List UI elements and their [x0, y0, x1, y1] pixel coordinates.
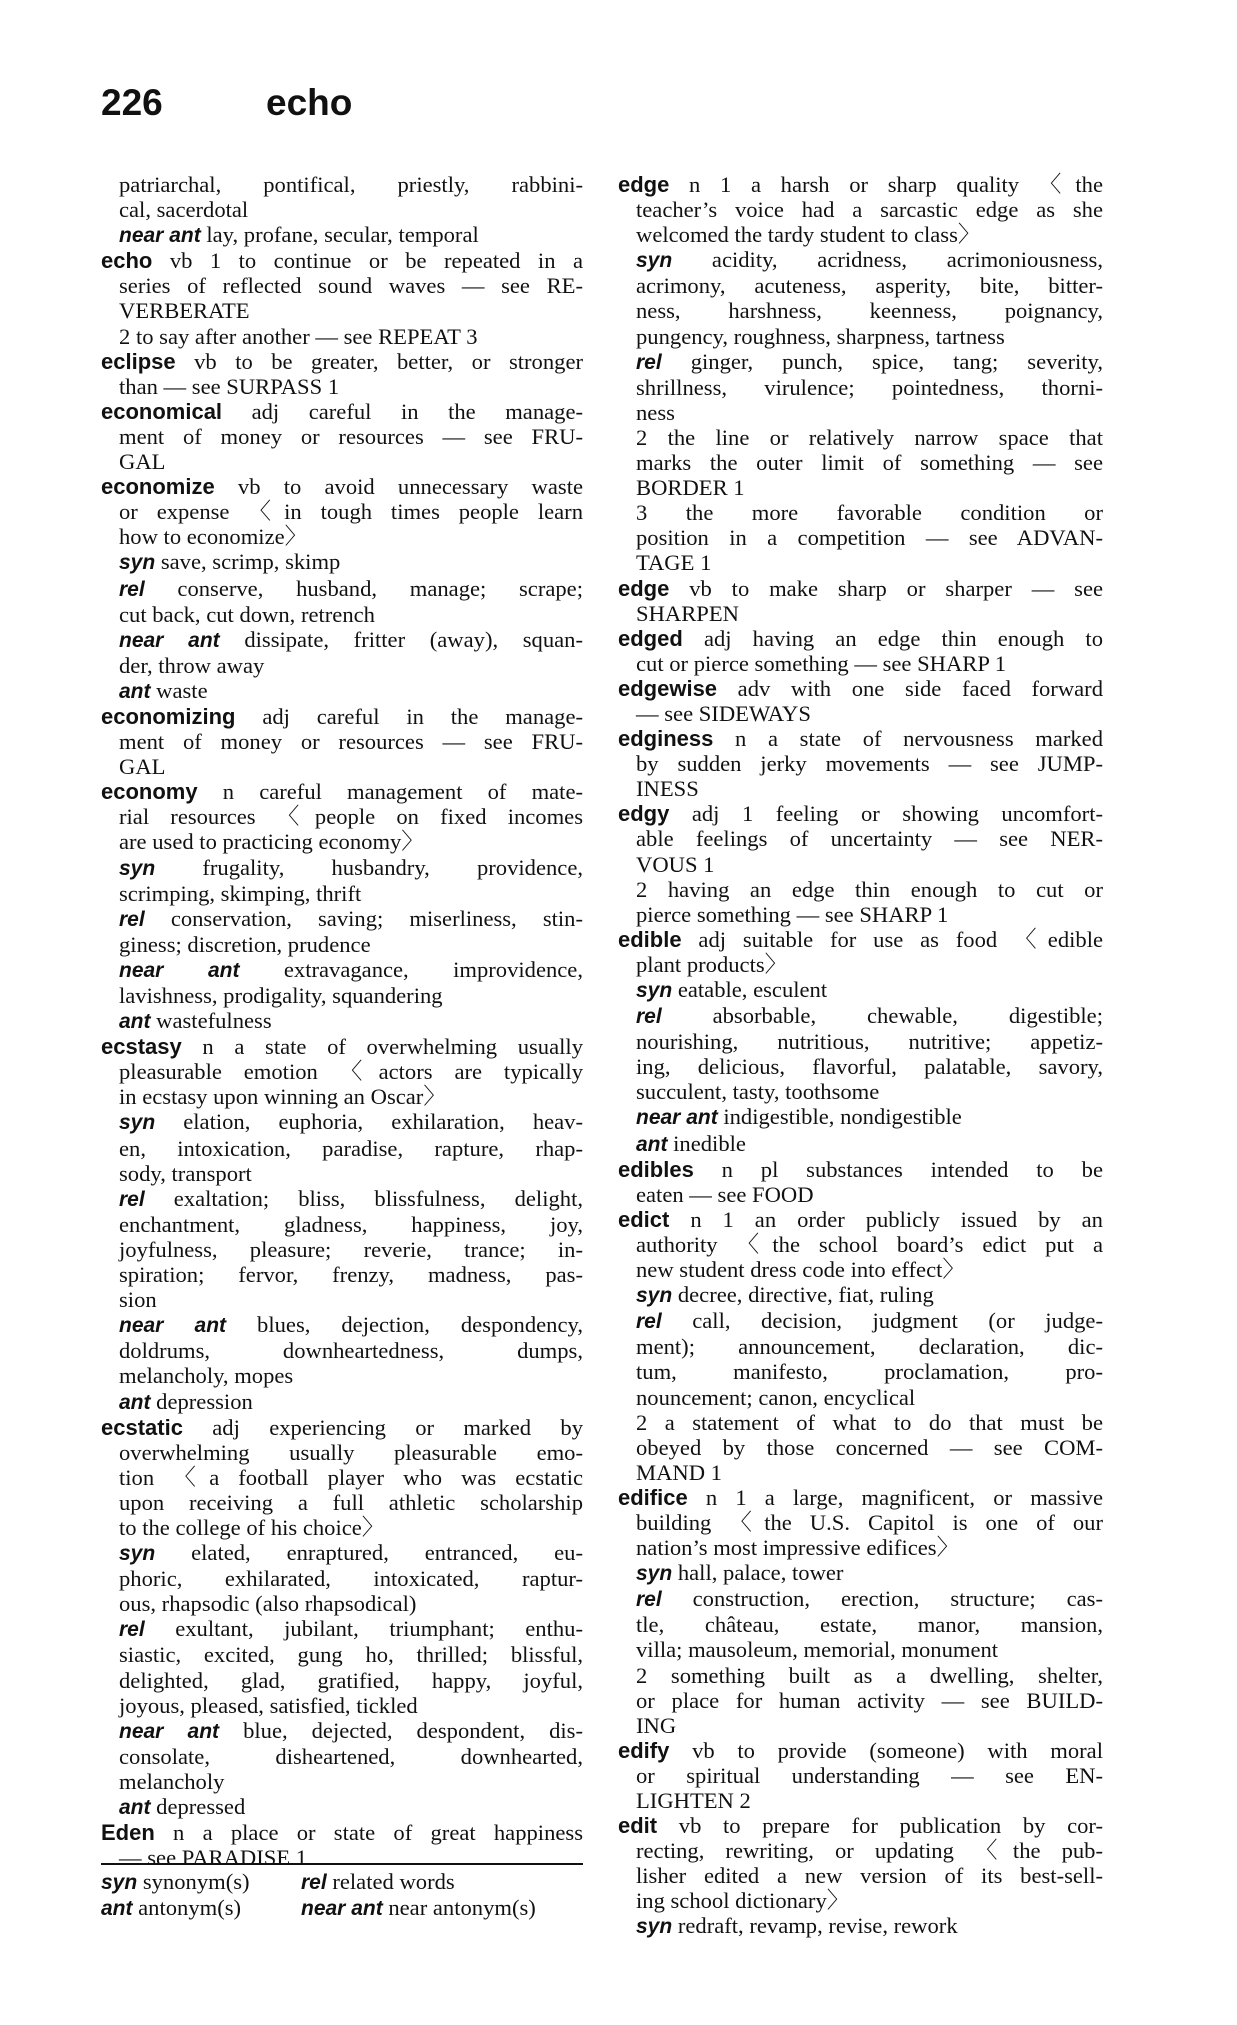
usage-label: syn — [119, 856, 156, 880]
word-list: depressed — [156, 1794, 246, 1819]
usage-label-line — [101, 855, 583, 881]
entry-text-line: how to economize〉 — [119, 524, 308, 550]
right-column — [618, 172, 1103, 1940]
word-list: ginger, punch, spice, tang; severity, — [690, 348, 1103, 374]
entry-text-line: sody, transport — [119, 1160, 252, 1186]
usage-label: rel — [636, 1005, 662, 1029]
entry-text-line: eaten — see FOOD — [636, 1181, 814, 1207]
headword: edibles — [618, 1156, 694, 1182]
entry-text-line: 2 something built as a dwelling, shelter, — [636, 1662, 1103, 1688]
word-list: absorbable, chewable, digestible; — [712, 1003, 1103, 1029]
entry-text-line: ness — [636, 399, 675, 425]
definition-text: n 1 a harsh or sharp quality 〈the — [689, 172, 1103, 197]
usage-label: near ant — [119, 224, 201, 248]
usage-label-line — [101, 957, 583, 983]
entry-text-line: 3 the more favorable condition or — [636, 500, 1103, 526]
headword: edifice — [618, 1484, 688, 1510]
usage-label: ant — [119, 679, 151, 703]
usage-label: syn — [636, 1562, 673, 1586]
word-list: frugality, husbandry, providence, — [202, 854, 583, 880]
definition-text: n pl substances intended to be — [721, 1156, 1103, 1182]
entry-text-line: 2 to say after another — see REPEAT 3 — [119, 323, 478, 349]
definition-text: adj 1 feeling or showing uncomfort- — [691, 801, 1103, 827]
word-list: conservation, saving; miserliness, stin- — [170, 905, 583, 931]
entry-text-line: villa; mausoleum, memorial, monument — [636, 1637, 999, 1663]
entry-text-line: able feelings of uncertainty — see NER- — [636, 826, 1103, 852]
usage-label: syn — [636, 1915, 673, 1939]
word-list: decree, directive, fiat, ruling — [677, 1282, 934, 1308]
definition-text: adj suitable for use as food 〈edible — [698, 926, 1103, 952]
entry-text-line: siastic, excited, gung ho, thrilled; blissful, — [119, 1642, 583, 1668]
headword: economical — [101, 398, 223, 424]
entry-text-line: enchantment, gladness, happiness, joy, — [119, 1211, 583, 1237]
entry-text-line: or expense 〈in tough times people learn — [119, 499, 583, 525]
headword: economize — [101, 474, 215, 500]
entry-text-line: ing school dictionary〉 — [636, 1888, 850, 1914]
entry-text-line: ing, delicious, flavorful, palatable, savory, — [636, 1054, 1103, 1080]
guide-word: echo — [266, 82, 353, 123]
entry-text-line: pierce something — see SHARP 1 — [636, 901, 949, 927]
entry-headword-line — [101, 474, 583, 499]
usage-label-line — [101, 1794, 583, 1820]
entry-headword-line — [618, 576, 1103, 601]
entry-text-line: or place for human activity — see BUILD- — [636, 1687, 1103, 1713]
entry-text-line: joyous, pleased, satisfied, tickled — [119, 1692, 418, 1718]
legend-near-ant: near ant near antonym(s) — [301, 1895, 536, 1920]
usage-label: rel — [636, 350, 662, 374]
entry-text-line: der, throw away — [119, 652, 265, 678]
entry-text-line: VOUS 1 — [636, 851, 715, 877]
word-list: hall, palace, tower — [677, 1560, 844, 1586]
headword: edge — [618, 172, 670, 197]
abbreviation-legend — [101, 1869, 536, 1921]
entry-text-line: welcomed the tardy student to class〉 — [636, 222, 981, 248]
usage-label: rel — [636, 1588, 662, 1612]
entry-text-line: 2 the line or relatively narrow space that — [636, 424, 1103, 450]
headword: economy — [101, 779, 198, 805]
legend-syn: syn synonym(s) — [101, 1869, 250, 1894]
entry-text-line: are used to practicing economy〉 — [119, 829, 424, 855]
entry-text-line: GAL — [119, 449, 166, 475]
entry-text-line: MAND 1 — [636, 1459, 722, 1485]
usage-label: rel — [119, 1187, 145, 1211]
entry-text-line: lavishness, prodigality, squandering — [119, 983, 443, 1008]
usage-label-line — [101, 678, 583, 704]
entry-text-line: than — see SURPASS 1 — [119, 373, 340, 399]
entry-text-line: lisher edited a new version of its best-sell- — [636, 1863, 1103, 1889]
entry-text-line: obeyed by those concerned — see COM- — [636, 1434, 1103, 1460]
headword: edify — [618, 1737, 670, 1763]
definition-text: adv with one side faced forward — [737, 675, 1103, 701]
headword: edit — [618, 1813, 658, 1839]
usage-label-line — [101, 906, 583, 932]
entry-text-line: to the college of his choice〉 — [119, 1514, 385, 1540]
entry-text-line: plant products〉 — [636, 951, 788, 977]
definition-text: vb to avoid unnecessary waste — [237, 474, 583, 500]
definition-text: adj careful in the manage- — [262, 703, 583, 729]
definition-text: vb to make sharp or sharper — see — [689, 575, 1103, 601]
headword: edge — [618, 575, 670, 601]
entry-headword-line — [618, 626, 1103, 651]
entry-headword-line — [101, 399, 583, 424]
entry-text-line: ment of money or resources — see FRU- — [119, 729, 583, 755]
entry-text-line: overwhelming usually pleasurable emo- — [119, 1439, 583, 1465]
entry-headword-line — [101, 704, 583, 729]
usage-label-line — [618, 1913, 1103, 1939]
usage-label-line — [618, 1560, 1103, 1586]
entry-text-line: ment); announcement, declaration, dic- — [636, 1334, 1103, 1360]
definition-text: n a state of nervousness marked — [735, 726, 1104, 752]
usage-label: ant — [119, 1796, 151, 1819]
definition-text: n a place or state of great happiness — [173, 1820, 583, 1846]
entry-text-line: phoric, exhilarated, intoxicated, raptur- — [119, 1566, 583, 1592]
headword: ecstatic — [101, 1414, 183, 1440]
entry-text-line: VERBERATE — [119, 298, 250, 324]
entry-text-line: nation’s most impressive edifices〉 — [636, 1535, 960, 1561]
entry-headword-line — [101, 1034, 583, 1059]
entry-text-line: by sudden jerky movements — see JUMP- — [636, 751, 1103, 777]
entry-text-line: pleasurable emotion 〈actors are typically — [119, 1059, 583, 1085]
usage-label-line — [618, 1104, 1103, 1130]
entry-headword-line — [101, 1820, 583, 1845]
headword: edged — [618, 625, 683, 651]
usage-label: rel — [636, 1310, 662, 1334]
word-list: waste — [156, 677, 208, 703]
left-column — [101, 172, 583, 1870]
word-list: conserve, husband, manage; scrape; — [177, 575, 583, 601]
entry-text-line: cal, sacerdotal — [119, 197, 249, 223]
headword: edgewise — [618, 675, 718, 701]
word-list: blues, dejection, despondency, — [257, 1312, 583, 1338]
legend-row — [101, 1869, 501, 1895]
entry-headword-line — [618, 1738, 1103, 1763]
legend-row — [101, 1895, 536, 1921]
usage-label-line — [618, 1131, 1103, 1157]
headword: Eden — [101, 1820, 155, 1846]
headword: edgy — [618, 801, 670, 827]
entry-text-line: ment of money or resources — see FRU- — [119, 423, 583, 449]
entry-text-line: acrimony, acuteness, asperity, bite, bitter- — [636, 273, 1103, 299]
word-list: elation, euphoria, exhilaration, heav- — [183, 1109, 583, 1135]
entry-text-line: — see PARADISE 1 — [119, 1845, 308, 1871]
entry-headword-line — [101, 349, 583, 374]
entry-text-line: ous, rhapsodic (also rhapsodical) — [119, 1591, 417, 1617]
usage-label-line — [101, 1109, 583, 1135]
entry-text-line: joyfulness, pleasure; reverie, trance; in- — [119, 1236, 583, 1262]
entry-text-line: INESS — [636, 776, 699, 802]
entry-text-line: GAL — [119, 754, 166, 780]
usage-label: syn — [119, 1542, 156, 1566]
usage-label: syn — [636, 979, 673, 1002]
usage-label: near ant — [119, 1719, 220, 1743]
word-list: call, decision, judgment (or judge- — [692, 1308, 1103, 1334]
usage-label: ant — [119, 1010, 151, 1034]
entry-text-line: shrillness, virulence; pointedness, thorni- — [636, 374, 1103, 400]
usage-label: syn — [119, 551, 156, 575]
usage-label-line — [101, 1186, 583, 1212]
entry-text-line: scrimping, skimping, thrift — [119, 880, 362, 906]
entry-text-line: marks the outer limit of something — see — [636, 450, 1103, 476]
usage-label-line — [101, 576, 583, 602]
usage-label-line — [101, 1008, 583, 1034]
headword: echo — [101, 248, 153, 274]
usage-label: near ant — [636, 1106, 718, 1130]
entry-text-line: in ecstasy upon winning an Oscar〉 — [119, 1084, 446, 1110]
usage-label-line — [618, 977, 1103, 1003]
usage-label-line — [618, 1586, 1103, 1612]
entry-text-line: authority 〈the school board’s edict put a — [636, 1231, 1103, 1257]
entry-headword-line — [618, 726, 1103, 751]
entry-text-line: nouncement; canon, encyclical — [636, 1384, 916, 1410]
entry-text-line: ING — [636, 1712, 677, 1738]
usage-label: rel — [119, 1618, 145, 1642]
usage-label-line — [618, 1003, 1103, 1029]
entry-text-line: 2 having an edge thin enough to cut or — [636, 876, 1103, 902]
entry-text-line: TAGE 1 — [636, 550, 712, 576]
word-list: wastefulness — [156, 1008, 272, 1034]
usage-label-line — [618, 1282, 1103, 1308]
usage-label: near ant — [119, 1314, 227, 1338]
entry-text-line: teacher’s voice had a sarcastic edge as she — [636, 197, 1103, 223]
word-list: extravagance, improvidence, — [283, 956, 583, 982]
word-list: construction, erection, structure; cas- — [692, 1586, 1103, 1612]
usage-label: rel — [119, 907, 145, 931]
legend-ant: ant antonym(s) — [101, 1895, 242, 1920]
word-list: inedible — [673, 1130, 746, 1156]
entry-headword-line — [618, 801, 1103, 826]
word-list: acidity, acridness, acrimoniousness, — [711, 247, 1103, 273]
headword: economizing — [101, 703, 236, 729]
entry-text-line: doldrums, downheartedness, dumps, — [119, 1338, 583, 1364]
entry-headword-line — [618, 1157, 1103, 1182]
entry-text-line: or spiritual understanding — see EN- — [636, 1762, 1103, 1788]
entry-text-line: melancholy — [119, 1768, 225, 1794]
definition-text: vb to prepare for publication by cor- — [678, 1813, 1103, 1839]
headword: edict — [618, 1206, 670, 1232]
entry-headword-line — [101, 1415, 583, 1440]
page-header — [101, 82, 352, 124]
definition-text: vb 1 to continue or be repeated in a — [169, 248, 583, 274]
entry-text-line: building 〈the U.S. Capitol is one of our — [636, 1509, 1103, 1535]
entry-text-line: — see SIDEWAYS — [636, 700, 811, 726]
entry-text-line: recting, rewriting, or updating 〈the pub- — [636, 1838, 1103, 1864]
word-list: exaltation; bliss, blissfulness, delight, — [173, 1185, 583, 1211]
entry-headword-line — [618, 1207, 1103, 1232]
definition-text: adj having an edge thin enough to — [703, 625, 1103, 651]
usage-label-line — [101, 1312, 583, 1338]
entry-text-line: cut back, cut down, retrench — [119, 601, 375, 627]
entry-text-line: new student dress code into effect〉 — [636, 1257, 965, 1283]
entry-text-line: sion — [119, 1287, 157, 1313]
entry-headword-line — [618, 927, 1103, 952]
headword: edible — [618, 926, 682, 952]
legend-rel: rel related words — [301, 1869, 455, 1894]
usage-label: rel — [119, 577, 145, 601]
page-number: 226 — [101, 82, 163, 123]
headword: eclipse — [101, 348, 176, 374]
definition-text: adj careful in the manage- — [251, 398, 583, 424]
entry-text-line: succulent, tasty, toothsome — [636, 1079, 880, 1105]
headword: ecstasy — [101, 1034, 182, 1060]
word-list: dissipate, fritter (away), squan- — [244, 626, 583, 652]
entry-text-line: en, intoxication, paradise, rapture, rhap- — [119, 1135, 583, 1161]
entry-headword-line — [618, 1813, 1103, 1838]
entry-text-line: delighted, glad, gratified, happy, joyful, — [119, 1667, 583, 1693]
entry-text-line: ness, harshness, keenness, poignancy, — [636, 298, 1103, 324]
word-list: exultant, jubilant, triumphant; enthu- — [175, 1616, 583, 1642]
entry-headword-line — [618, 1485, 1103, 1510]
entry-text-line: tion 〈a football player who was ecstatic — [119, 1464, 583, 1490]
entry-text-line: series of reflected sound waves — see RE- — [119, 273, 583, 299]
headword: edginess — [618, 726, 714, 752]
usage-label-line — [618, 247, 1103, 273]
entry-text-line: BORDER 1 — [636, 475, 745, 501]
usage-label: near ant — [119, 958, 240, 982]
usage-label: ant — [119, 1390, 151, 1414]
usage-label: ant — [636, 1132, 668, 1156]
usage-label-line — [101, 549, 583, 575]
entry-text-line: SHARPEN — [636, 600, 739, 626]
usage-label-line — [101, 1718, 583, 1744]
usage-label: syn — [636, 1284, 673, 1308]
entry-text-line: melancholy, mopes — [119, 1363, 294, 1389]
entry-text-line: consolate, disheartened, downhearted, — [119, 1743, 583, 1769]
usage-label-line — [618, 1308, 1103, 1334]
entry-text-line: LIGHTEN 2 — [636, 1788, 751, 1813]
definition-text: n a state of overwhelming usually — [202, 1034, 583, 1060]
word-list: redraft, revamp, revise, rework — [677, 1913, 958, 1939]
word-list: elated, enraptured, entranced, eu- — [191, 1540, 583, 1566]
entry-text-line: patriarchal, pontifical, priestly, rabbini- — [119, 172, 583, 197]
definition-text: vb to provide (someone) with moral — [692, 1737, 1103, 1763]
usage-label: near ant — [119, 628, 220, 652]
word-list: lay, profane, secular, temporal — [206, 222, 479, 248]
definition-text: n 1 a large, magnificent, or massive — [705, 1484, 1103, 1510]
entry-text-line: tle, château, estate, manor, mansion, — [636, 1612, 1103, 1638]
usage-label-line — [101, 627, 583, 653]
entry-text-line: nourishing, nutritious, nutritive; appetiz- — [636, 1029, 1103, 1055]
usage-label-line — [101, 1389, 583, 1415]
word-list: depression — [156, 1388, 253, 1414]
definition-text: adj experiencing or marked by — [212, 1414, 583, 1440]
entry-text-line: rial resources 〈people on fixed incomes — [119, 804, 583, 830]
entry-text-line: tum, manifesto, proclamation, pro- — [636, 1359, 1103, 1385]
entry-headword-line — [101, 779, 583, 804]
usage-label-line — [101, 1540, 583, 1566]
usage-label-line — [618, 349, 1103, 375]
definition-text: n 1 an order publicly issued by an — [690, 1206, 1103, 1232]
word-list: blue, dejected, despondent, dis- — [243, 1717, 583, 1743]
definition-text: n careful management of mate- — [222, 779, 584, 805]
entry-headword-line — [101, 248, 583, 273]
entry-text-line: position in a competition — see ADVAN- — [636, 525, 1103, 551]
definition-text: vb to be greater, better, or stronger — [194, 348, 583, 374]
word-list: eatable, esculent — [677, 977, 828, 1002]
entry-text-line: 2 a statement of what to do that must be — [636, 1409, 1103, 1435]
word-list: save, scrimp, skimp — [160, 549, 341, 575]
entry-headword-line — [618, 172, 1103, 197]
entry-headword-line — [618, 676, 1103, 701]
entry-text-line: giness; discretion, prudence — [119, 931, 371, 957]
entry-text-line: upon receiving a full athletic scholarship — [119, 1489, 583, 1515]
usage-label: syn — [119, 1111, 156, 1135]
legend-divider — [101, 1863, 583, 1865]
usage-label-line — [101, 222, 583, 248]
usage-label: syn — [636, 249, 673, 273]
entry-text-line: cut or pierce something — see SHARP 1 — [636, 650, 1007, 676]
entry-text-line: spiration; fervor, frenzy, madness, pas- — [119, 1262, 583, 1288]
word-list: indigestible, nondigestible — [723, 1104, 962, 1130]
usage-label-line — [101, 1616, 583, 1642]
entry-text-line: pungency, roughness, sharpness, tartness — [636, 323, 1005, 349]
